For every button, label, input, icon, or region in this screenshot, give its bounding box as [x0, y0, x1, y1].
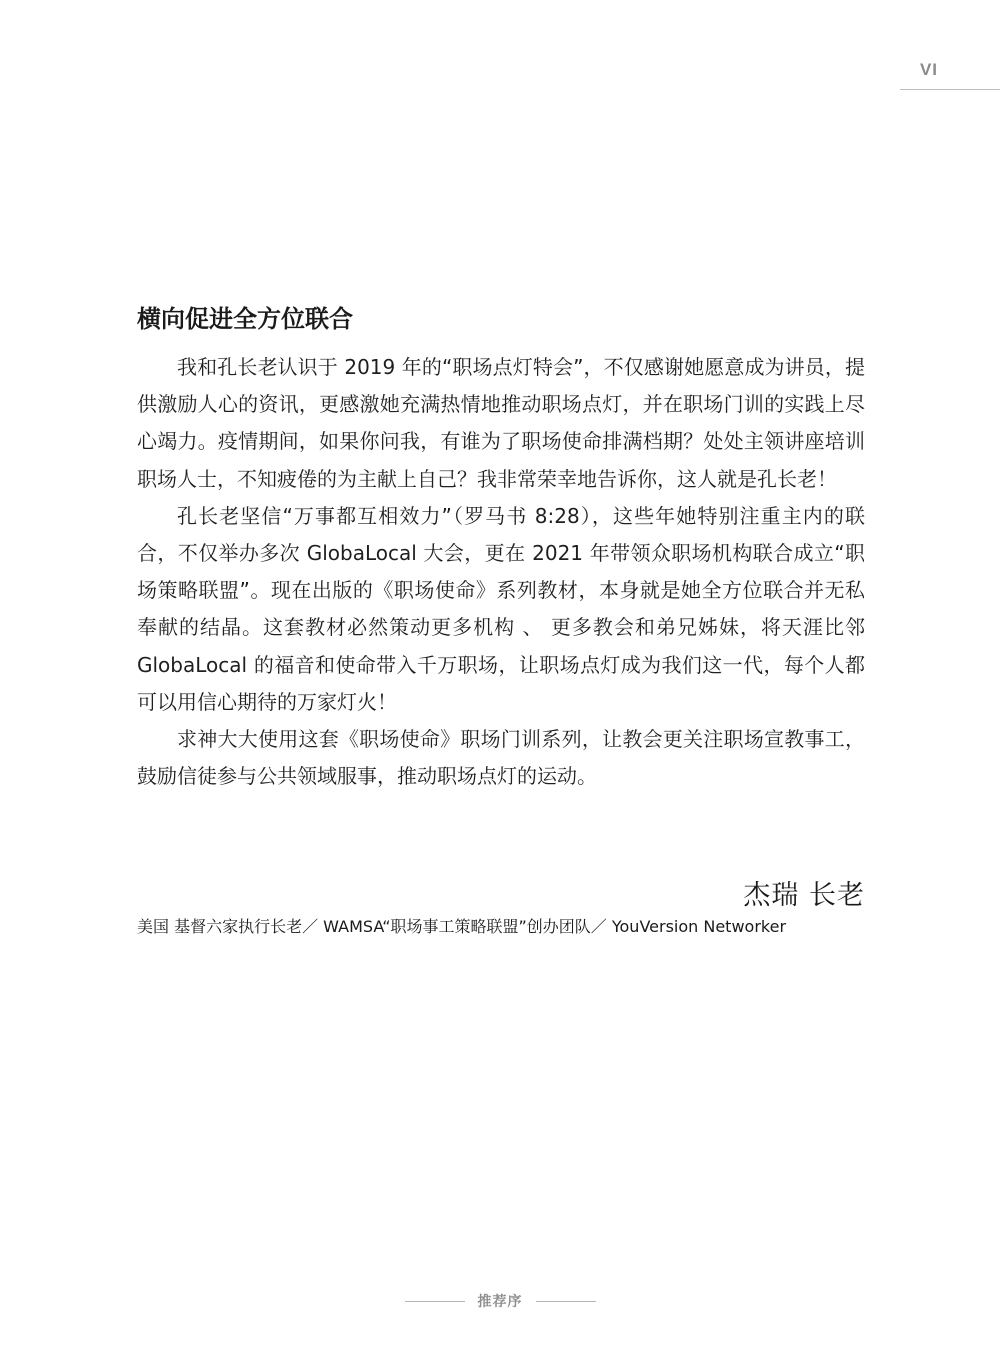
section-title: 横向促进全方位联合 — [137, 305, 353, 333]
footer-rule-right — [536, 1301, 596, 1302]
author-byline: 美国 基督六家执行长老／ WAMSA“职场事工策略联盟”创办团队／ YouVersion Networker — [137, 917, 787, 936]
page-number: VI — [919, 60, 939, 79]
page-number-rule — [900, 89, 1000, 90]
footer-label: 推荐序 — [477, 1294, 523, 1310]
paragraph-2: 孔长老坚信“万事都互相效力”（罗马书 8:28），这些年她特别注重主内的联合，不仅举办多次 GlobaLocal 大会，更在 2021 年带领众职场机构联合成立“职场策略联盟”。现在出版的《职场使命》系列教材，本身就是她全方位联合并无私奉献的结晶。这套教材必然策动更多机构 、 更多教会和弟兄姊妹，将天涯比邻 GlobaLocal 的福音和使命带入千万职场，让职场点灯成为我们这一代，每个人都可以用信心期待的万家灯火！ — [137, 503, 865, 714]
signature: 杰瑞 长老 — [743, 880, 865, 911]
paragraph-3: 求神大大使用这套《职场使命》职场门训系列，让教会更关注职场宣教事工，鼓励信徒参与公共领域服事，推动职场点灯的运动。 — [137, 727, 865, 789]
footer-rule-left — [405, 1301, 465, 1302]
paragraph-1: 我和孔长老认识于 2019 年的“职场点灯特会”，不仅感谢她愿意成为讲员，提供激励人心的资讯，更感激她充满热情地推动职场点灯，并在职场门训的实践上尽心竭力。疫情期间，如果你问我，有谁为了职场使命排满档期？处处主领讲座培训职场人士，不知疲倦的为主献上自己？我非常荣幸地告诉你，这人就是孔长老！ — [137, 355, 865, 491]
body-text — [137, 349, 865, 795]
page-footer — [400, 1288, 600, 1314]
